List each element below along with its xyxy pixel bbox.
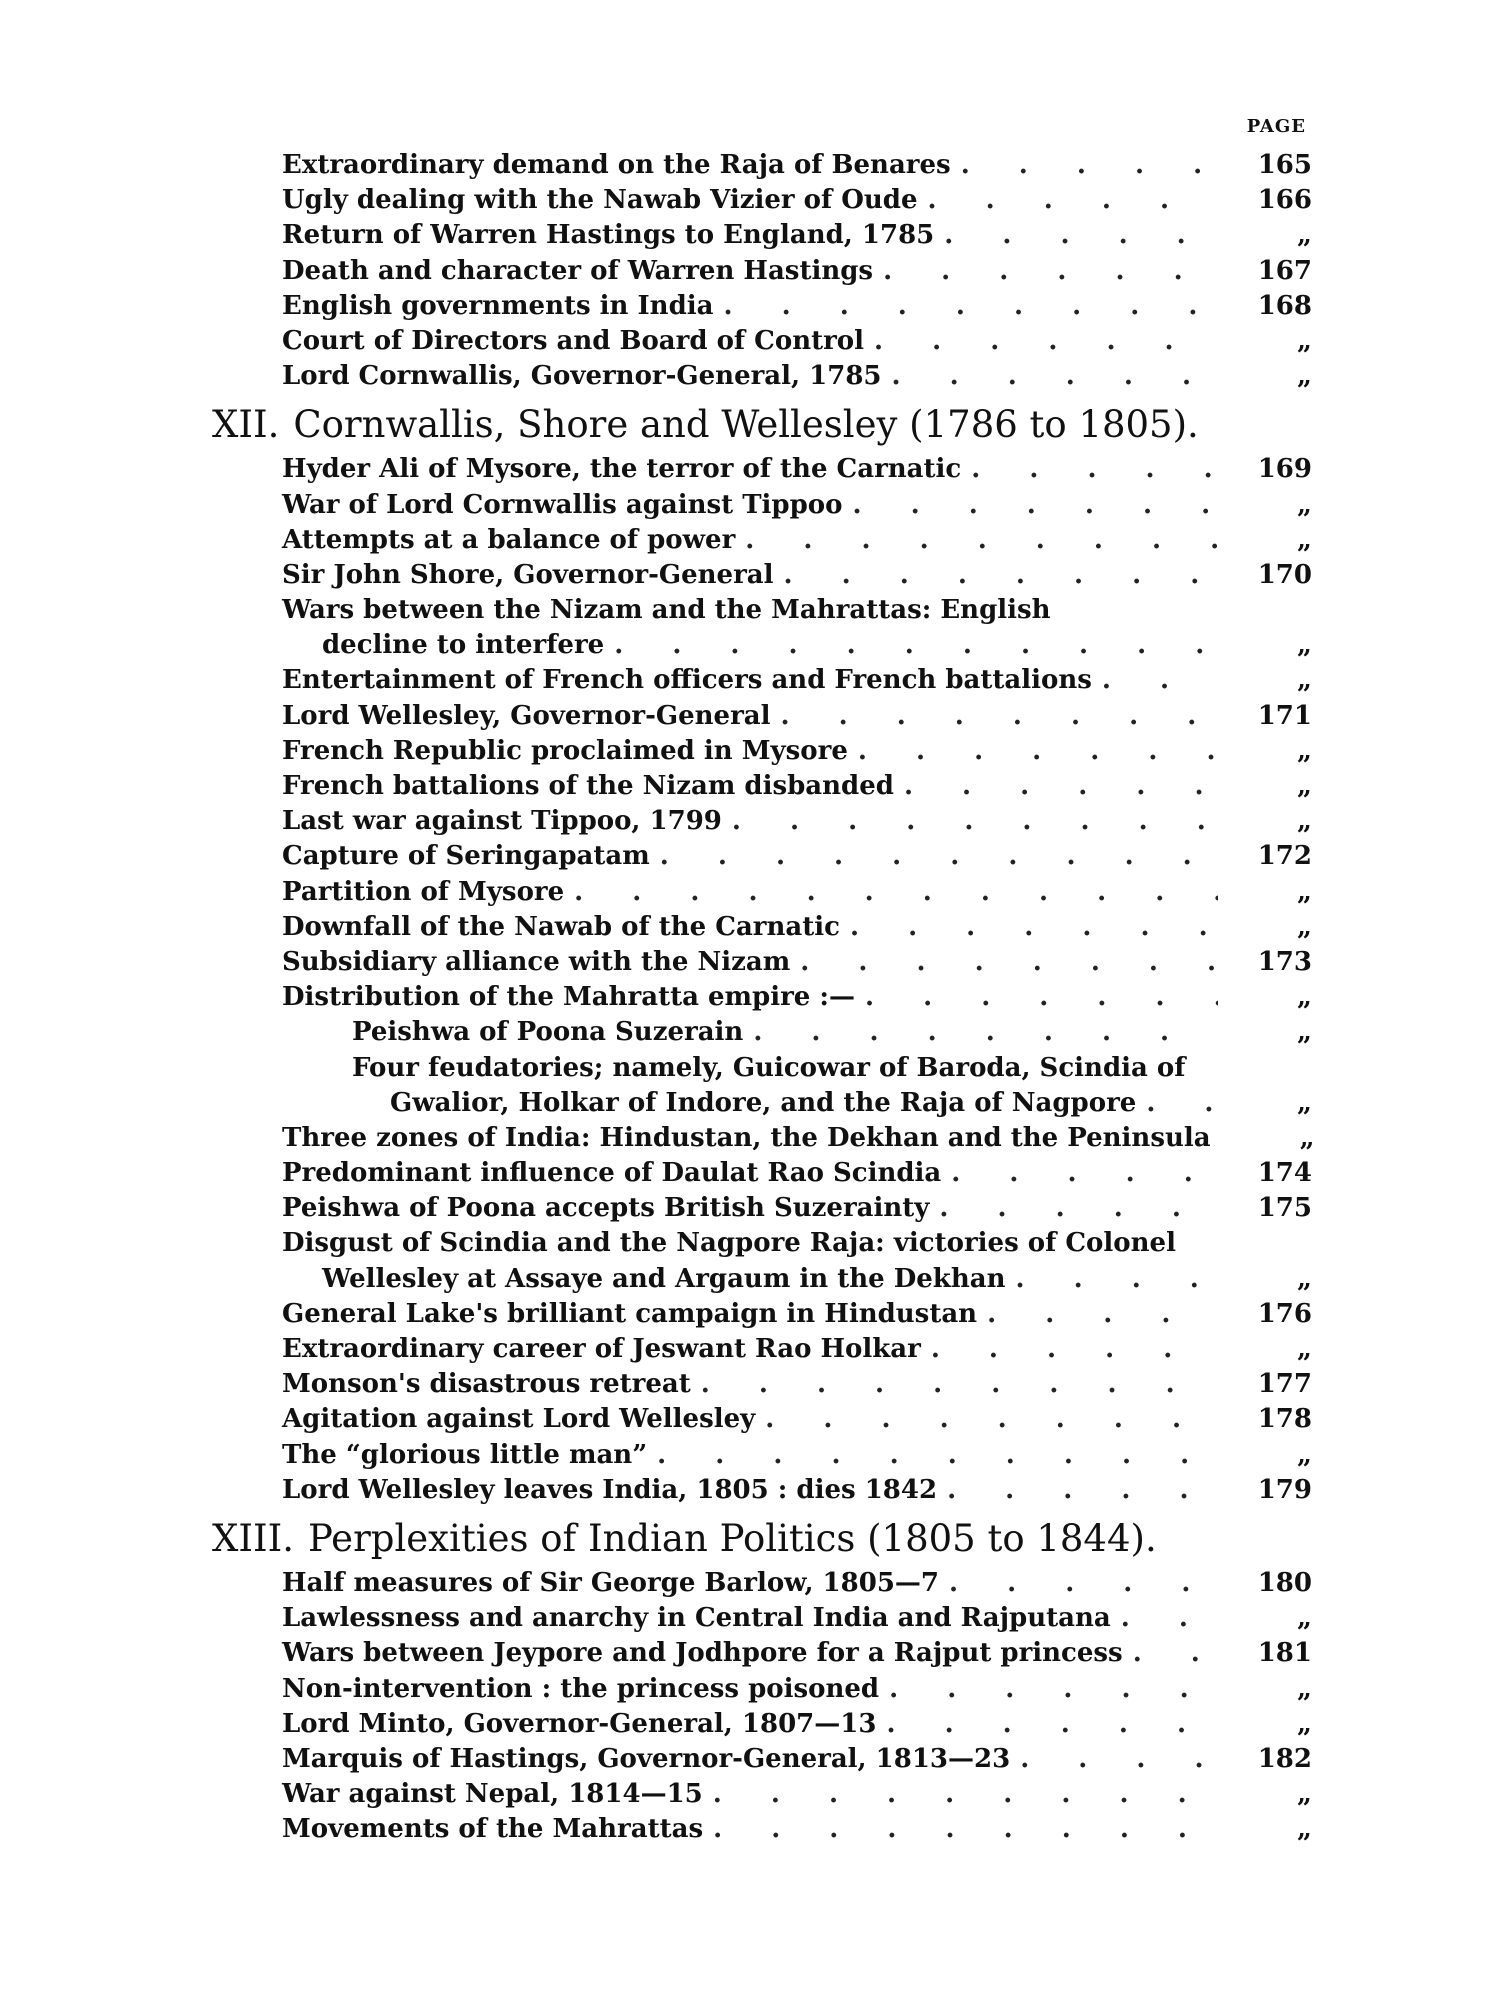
entry-page-number: „ [1297,1263,1312,1294]
entry-title: Lord Wellesley, Governor-General [282,700,771,731]
toc-entry [212,734,1312,769]
entry-title: The “glorious little man” [282,1439,648,1470]
entry-title: Ugly dealing with the Nawab Vizier of Oude [282,185,918,216]
entry-page-number: 181 [1257,1638,1312,1669]
chapter-heading [212,398,1312,452]
dot-leader [800,945,1218,980]
entry-page-number: „ [1297,524,1312,555]
toc-entry [212,945,1312,980]
toc-entry [212,1707,1312,1742]
entry-page-number: 174 [1257,1158,1312,1189]
toc-entry [212,839,1312,874]
toc-entry [212,1015,1312,1050]
toc-entry [212,452,1312,487]
toc-entry [212,910,1312,945]
entry-page-number: 177 [1257,1369,1312,1400]
entry-title: French battalions of the Nizam disbanded [282,771,894,801]
entry-page-number: „ [1297,220,1312,251]
dot-leader [850,910,1218,945]
dot-leader [660,839,1218,874]
dot-leader [892,359,1219,394]
entry-page-number: 170 [1257,559,1312,590]
entry-page-number: „ [1297,1603,1312,1634]
dot-leader [745,523,1218,558]
dot-leader [904,769,1218,804]
toc-section [212,1512,1312,1848]
entry-title: Non-intervention : the princess poisoned [282,1673,880,1704]
toc-entry [212,1226,1312,1261]
toc-entry [212,324,1312,359]
toc-entry [212,289,1312,324]
chapter-title: Perplexities of Indian Politics (1805 to 1844). [307,1516,1157,1560]
dot-leader [931,1332,1218,1367]
dot-leader [883,254,1218,289]
entry-page-number: „ [1297,1087,1312,1118]
entry-title: Movements of the Mahrattas [282,1814,704,1845]
toc-entry [212,1742,1312,1777]
toc-entry [212,980,1312,1015]
chapter-title: Cornwallis, Shore and Wellesley (1786 to 1805). [293,403,1199,447]
toc-entry [212,359,1312,394]
entry-title: Lord Cornwallis, Governor-General, 1785 [282,361,882,392]
dot-leader [951,1156,1218,1191]
entry-title: Attempts at a balance of power [282,524,736,555]
entry-title: General Lake's brilliant campaign in Hindustan [282,1298,978,1329]
entry-page-number: 166 [1257,185,1312,216]
entry-page-number: 176 [1257,1298,1312,1329]
dot-leader [852,488,1218,523]
dot-leader [886,1707,1218,1742]
entry-page-number: „ [1297,325,1312,356]
entry-title: Four feudatories; namely, Guicowar of Baroda, Scindia of [352,1052,1186,1083]
entry-title: Extraordinary career of Jeswant Rao Holkar [282,1334,921,1364]
toc-entry [212,1367,1312,1402]
dot-leader [723,289,1218,324]
entry-title: War against Nepal, 1814—15 [282,1779,703,1810]
toc-entry [212,1051,1312,1086]
entry-title: Peishwa of Poona accepts British Suzerainty [282,1193,930,1224]
entry-page-number: „ [1297,630,1312,661]
dot-leader [944,218,1218,253]
entry-page-number: „ [1297,982,1312,1013]
entry-title: Court of Directors and Board of Control [282,325,865,356]
entry-title: Lord Minto, Governor-General, 1807—13 [282,1708,877,1739]
dot-leader [889,1672,1218,1707]
toc-entry [212,804,1312,839]
entry-page-number: 182 [1257,1743,1312,1774]
dot-leader [858,734,1218,769]
dot-leader [1133,1636,1218,1671]
entry-title: War of Lord Cornwallis against Tippoo [282,489,843,520]
entry-page-number: „ [1299,1122,1315,1153]
toc-entry [212,1191,1312,1226]
dot-leader [765,1402,1218,1437]
entry-title: Death and character of Warren Hastings [282,255,874,286]
dot-leader [971,452,1218,487]
entry-title: Downfall of the Nawab of the Carnatic [282,911,840,942]
entry-page-number: „ [1297,735,1312,766]
entry-title: Disgust of Scindia and the Nagpore Raja: victories of Colonel [282,1228,1176,1259]
toc-section [212,398,1315,1508]
toc-entry [212,1156,1312,1191]
toc-entry [212,1402,1312,1437]
dot-leader [713,1777,1218,1812]
dot-leader [614,628,1218,663]
dot-leader [961,148,1218,183]
dot-leader [1102,663,1218,698]
entry-title: Extraordinary demand on the Raja of Benares [282,150,951,180]
toc-entry [212,1601,1312,1636]
entry-page-number: 179 [1257,1474,1312,1505]
entry-page-number: „ [1297,361,1312,392]
chapter-heading [212,1512,1312,1566]
toc-entry [212,254,1312,289]
entry-title: Hyder Ali of Mysore, the terror of the Carnatic [282,454,962,485]
dot-leader [1121,1601,1218,1636]
entry-title: French Republic proclaimed in Mysore [282,735,848,766]
dot-leader [781,699,1219,734]
entry-title: Partition of Mysore [282,876,565,907]
toc-entry [212,1121,1315,1156]
dot-leader [784,558,1218,593]
toc-entry [212,1086,1312,1121]
entry-title: English governments in India [282,290,714,321]
toc-entry [212,218,1312,253]
toc-entry [212,593,1312,628]
entry-page-number: 180 [1257,1567,1312,1598]
toc-entry [212,663,1312,698]
dot-leader [1020,1742,1218,1777]
entry-page-number: „ [1297,876,1312,907]
entry-page-number: „ [1297,1708,1312,1739]
dot-leader [574,875,1218,910]
entry-title: Return of Warren Hastings to England, 1785 [282,220,935,251]
dot-leader [657,1438,1218,1473]
toc-entry [212,1812,1312,1847]
toc-entry [212,1438,1312,1473]
entry-title: Subsidiary alliance with the Nizam [282,946,791,977]
page-column-header: PAGE [1246,116,1306,137]
chapter-number: XII. [212,403,280,447]
entry-title: Half measures of Sir George Barlow, 1805—7 [282,1567,939,1598]
entry-page-number: 168 [1257,290,1312,321]
entry-page-number: „ [1297,1017,1312,1048]
entry-title: Agitation against Lord Wellesley [282,1404,756,1435]
entry-title: Lawlessness and anarchy in Central India and Rajputana [282,1603,1111,1634]
entry-title: Entertainment of French officers and French battalions [282,665,1092,696]
toc-entry [212,148,1312,183]
toc-entry [212,1672,1312,1707]
entry-page-number: 173 [1257,946,1312,977]
entry-title: Wellesley at Assaye and Argaum in the Dekhan [322,1263,1006,1294]
dot-leader [947,1473,1218,1508]
entry-page-number: „ [1297,1814,1312,1845]
entry-page-number: „ [1297,1334,1312,1364]
entry-page-number: 165 [1257,150,1312,180]
entry-title: Wars between Jeypore and Jodhpore for a Rajput princess [282,1638,1123,1669]
dot-leader [928,183,1218,218]
entry-title: Peishwa of Poona Suzerain [352,1017,744,1048]
chapter-number: XIII. [212,1516,294,1560]
entry-title: Monson's disastrous retreat [282,1369,691,1400]
entry-page-number: 172 [1257,841,1312,872]
toc-entry [212,523,1312,558]
toc-entry [212,1262,1312,1297]
entry-page-number: 169 [1257,454,1312,485]
entry-page-number: 171 [1257,700,1312,731]
table-of-contents [212,148,1315,1847]
entry-title: Wars between the Nizam and the Mahrattas: English [282,595,1051,626]
entry-page-number: 167 [1257,255,1312,286]
dot-leader [874,324,1218,359]
dot-leader [865,980,1218,1015]
dot-leader [753,1015,1218,1050]
entry-title: Sir John Shore, Governor-General [282,559,774,590]
entry-page-number: „ [1297,771,1312,801]
entry-page-number: 178 [1257,1404,1312,1435]
toc-entry [212,1332,1312,1367]
dot-leader [939,1191,1218,1226]
toc-entry [212,183,1312,218]
dot-leader [1146,1086,1218,1121]
toc-entry [212,488,1312,523]
toc-entry [212,1566,1312,1601]
entry-title: decline to interfere [322,630,605,661]
entry-title: Marquis of Hastings, Governor-General, 1813—23 [282,1743,1011,1774]
dot-leader [701,1367,1218,1402]
entry-title: Lord Wellesley leaves India, 1805 : dies 1842 [282,1474,938,1505]
toc-entry [212,1297,1312,1332]
dot-leader [987,1297,1218,1332]
toc-section [212,148,1312,394]
toc-entry [212,1777,1312,1812]
toc-entry [212,558,1312,593]
entry-page-number: „ [1297,1673,1312,1704]
entry-title: Capture of Seringapatam [282,841,650,872]
entry-title: Predominant influence of Daulat Rao Scindia [282,1158,942,1189]
entry-title: Gwalior, Holkar of Indore, and the Raja of Nagpore [390,1087,1137,1118]
entry-page-number: „ [1297,1779,1312,1810]
dot-leader [1015,1262,1218,1297]
entry-page-number: „ [1297,911,1312,942]
toc-entry [212,699,1312,734]
entry-page-number: „ [1297,1439,1312,1470]
dot-leader [713,1812,1218,1847]
entry-page-number: „ [1297,806,1312,837]
toc-entry [212,628,1312,663]
entry-title: Three zones of India: Hindustan, the Dekhan and the Peninsula [282,1122,1211,1153]
entry-title: Distribution of the Mahratta empire :— [282,982,855,1013]
entry-page-number: „ [1297,489,1312,520]
toc-entry [212,769,1312,804]
entry-page-number: 175 [1257,1193,1312,1224]
toc-entry [212,1473,1312,1508]
toc-entry [212,1636,1312,1671]
entry-page-number: „ [1297,665,1312,696]
entry-title: Last war against Tippoo, 1799 [282,806,722,837]
toc-entry [212,875,1312,910]
dot-leader [732,804,1218,839]
dot-leader [949,1566,1218,1601]
